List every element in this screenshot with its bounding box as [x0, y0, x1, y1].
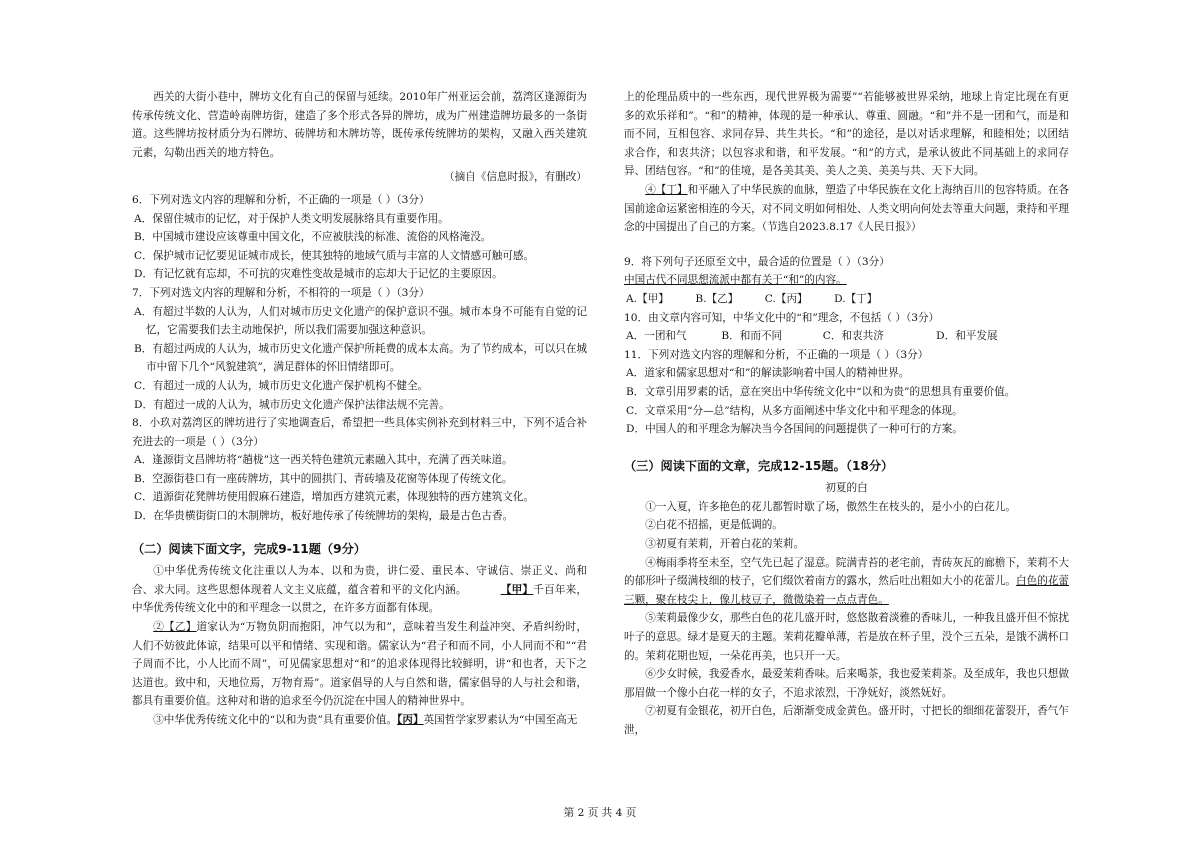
option-a: A．一团和气	[626, 330, 687, 343]
option-c: C．文章采用“分—总”结构，从多方面阐述中华文化中和平理念的体现。	[626, 404, 963, 417]
question-9	[624, 253, 1069, 309]
option-d: D．有超过一成的人认为，城市历史文化遗产保护法律法规不完善。	[134, 398, 450, 411]
paragraph-text: ③中华优秀传统文化中的“以和为贵”具有重要价值。	[153, 714, 398, 726]
blank-marker-jia: 【甲】	[500, 583, 534, 596]
passage-paragraph: 西关的大街小巷中，牌坊文化有自己的保留与延续。2010年广州亚运会前，荔湾区逢源街为传承传统文化、营造岭南牌坊街，建造了多个形式各异的牌坊，成为广州建造牌坊最多的一条街道。这些牌坊按材质分为石牌坊、砖牌坊和木牌坊等，既传承传统牌坊的架构，又融入西关建筑元素，勾勒出西关的地方特色。	[132, 91, 587, 159]
question-7	[132, 284, 587, 414]
essay-paragraph-6: ⑥少女时候，我爱香水，最爱茉莉香味。后来喝茶，我也爱茉莉茶。及至成年，我也只想做那眉做一个像小白花一样的女子，不追求浓烈，干净妩好，淡然妩好。	[624, 668, 1069, 699]
option-b: B．文章引用罗素的话，意在突出中华传统文化中“以和为贵”的思想具有重要价值。	[626, 385, 1016, 398]
question-stem: 11．下列对选文内容的理解和分析，不正确的一项是（ ）（3分）	[624, 348, 929, 361]
passage-paragraph-4	[624, 181, 1069, 237]
option-b: B．有超过两成的人认为，城市历史文化遗产保护所耗费的成本太高。为了节约成本，可以只在城市中留下几个“风貌建筑”，满足群体的怀旧情绪即可。	[134, 342, 587, 374]
passage-paragraph-1	[132, 562, 587, 618]
question-8	[132, 414, 587, 526]
option-b: B.【乙】	[695, 292, 739, 305]
essay-title: 初夏的白	[825, 482, 868, 495]
option-a: A．有超过半数的人认为，人们对城市历史文化遗产的保护意识不强。城市本身不可能有自觉的记忆，它需要我们去主动地保护，所以我们需要加强这种意识。	[134, 305, 587, 337]
essay-paragraph-1: ①一入夏，许多艳色的花儿都暂时歇了场，傲然生在枝头的，是小小的白花儿。	[645, 500, 1016, 513]
question-11	[624, 346, 1069, 439]
essay-paragraph-2: ②白花不招摇，更是低调的。	[645, 519, 783, 532]
question-stem: 8．小玖对荔湾区的牌坊进行了实地调查后，希望把一些具体实例补充到材料三中，下列不适合补充进去的一项是（ ）（3分）	[132, 417, 587, 448]
blank-marker-ding: ④【丁】	[645, 183, 688, 196]
section-3-heading: （三）阅读下面的文章，完成12-15题。（18分）	[624, 458, 894, 473]
option-d: D．和平发展	[936, 330, 998, 343]
option-d: D.【丁】	[834, 292, 878, 305]
question-stem: 7．下列对选文内容的理解和分析，不相符的一项是（ ）（3分）	[132, 286, 430, 299]
question-stem: 10．由文章内容可知，中华文化中的“和”理念，不包括（ ）（3分）	[624, 311, 940, 324]
question-10	[624, 309, 1069, 346]
section-2-heading: （二）阅读下面文字，完成9-11题（9分）	[132, 541, 366, 556]
option-a: A.【甲】	[626, 292, 669, 305]
left-column	[132, 88, 587, 730]
passage-continuation: 上的伦理品质中的一些东西，现代世界极为需要”“若能够被世界采纳，地球上肯定比现在有更多的欢乐祥和”。“和”的精神，体现的是一种承认、尊重、圆融。“和”并不是一团和气，而是和而不同，互相包容、求同存异、共生共长。“和”的途径，是以对话求理解，和睦相处；以团结求合作，和衷共济；以包容求和谐，和平发展。“和”的方式，是承认彼此不同基础上的求同存异、团结包容。“和”的佳境，是各美其美、美人之美、美美与共、天下大同。	[624, 91, 1069, 178]
page-number: 第 2 页 共 4 页	[563, 807, 637, 819]
option-c: C．保护城市记忆要见证城市成长，使其独特的地域气质与丰富的人文情感可触可感。	[134, 249, 535, 262]
option-b: B．空源街巷口有一座砖牌坊，其中的圆拱门、青砖墙及花窗等体现了传统文化。	[134, 472, 513, 485]
option-b: B．和而不同	[721, 330, 783, 343]
options-row	[624, 290, 1069, 309]
passage-paragraph-2	[132, 618, 587, 711]
question-stem: 6．下列对选文内容的理解和分析，不正确的一项是（ ）（3分）	[132, 193, 430, 206]
paragraph-text: ④梅雨季将至未至，空气先已起了湿意。院满青苔的老宅前，青砖灰瓦的廊檐下，茉莉不大的郁形叶子缀满枝细的枝子，它们缀饮着南方的露水，然后吐出粗如大小的花蕾儿。	[624, 556, 1069, 588]
option-a: A．保留住城市的记忆，对于保护人类文明发展脉络具有重要作用。	[134, 212, 449, 225]
option-a: A．道家和儒家思想对“和”的解读影响着中国人的精神世界。	[626, 367, 910, 380]
paragraph-text: ①中华优秀传统文化注重以人为本、以和为贵，讲仁爱、重民本、守诚信、崇正义、尚和合、求大同。这些思想体现着人文主义底蕴，蕴含着和平的文化内涵。	[132, 565, 587, 596]
options-row	[624, 327, 1069, 346]
source-citation: （摘自《信息时报》，有删改）	[443, 171, 587, 184]
right-column	[624, 88, 1069, 740]
essay-paragraph-5: ⑤茉莉最像少女，那些白色的花儿盛开时，悠悠散着淡雅的香味儿，一种我且盛开但不惊扰叶子的意思。绿才是夏天的主题。茉莉花瓣单薄，若是放在杯子里，没个三五朵，是饿不满杯口的。茉莉花期也短，一朵花再美，也只开一天。	[624, 612, 1069, 662]
question-6	[132, 191, 587, 284]
passage-paragraph-3	[132, 711, 587, 730]
paragraph-text: 道家认为“万物负阴而抱阳，冲气以为和”，意味着当发生利益冲突、矛盾纠纷时，人们不妨彼此体谅，结果可以平和情绪、实现和谐。儒家认为“君子和而不同，小人同而不和”“君子周而不比，小人比而不周”，可见儒家思想对“和”的追求体现得比较鲜明，讲“和也者，天下之达道也。致中和，天地位焉，万物育焉”。道家倡导的人与自然和谐，儒家倡导的人与社会和谐，都具有重要价值。这种对和谐的追求至今仍沉淀在中国人的精神世界中。	[132, 621, 587, 708]
option-c: C．有超过一成的人认为，城市历史文化遗产保护机构不健全。	[134, 379, 429, 392]
option-d: D．有记忆就有忘却，不可抗的灾难性变故是城市的忘却大于记忆的主要原因。	[134, 268, 503, 281]
option-b: B．中国城市建设应该尊重中国文化，不应被肤浅的标准、流俗的风格淹没。	[134, 231, 492, 244]
underlined-sentence: 白色的花蕾三颗，聚在枝尖上，像儿枝豆子，微微染着一点点青色。	[624, 575, 1070, 606]
option-c: C．和衷共济	[822, 330, 884, 343]
option-a: A．逢源街文昌牌坊将“趟栊”这一西关特色建筑元素融入其中，充满了西关味道。	[134, 454, 513, 467]
blank-marker-bing: 【丙】	[397, 714, 424, 726]
paragraph-text: 英国哲学家罗素认为“中国至高无	[423, 714, 578, 726]
question-stem: 9．将下列句子还原至文中，最合适的位置是（ ）（3分）	[624, 255, 890, 268]
blank-marker-yi: ②【乙】	[153, 621, 197, 634]
essay-paragraph-3: ③初夏有茉莉，开着白花的茉莉。	[645, 538, 805, 551]
question-sentence: 中国古代不同思想流派中都有关于“和”的内容。	[624, 274, 847, 287]
essay-paragraph-4	[624, 554, 1069, 610]
option-c: C.【丙】	[764, 292, 808, 305]
paragraph-text: 千百年来，中华优秀传统文化中的和平理念一以贯之，在许多方面都有体现。	[132, 583, 588, 615]
essay-paragraph-7: ⑦初夏有金银花，初开白色，后渐渐变成金黄色。盛开时，寸把长的细细花蕾裂开，香气乍泄，	[624, 705, 1069, 736]
option-d: D．在华贵横街街口的木制牌坊，板好地传承了传统牌坊的架构，最是古色古香。	[134, 510, 514, 523]
option-c: C．逍源街花凳牌坊使用假麻石建造，增加西方建筑元素，体现独特的西方建筑文化。	[134, 491, 535, 504]
paragraph-text: 和平融入了中华民族的血脉，塑造了中华民族在文化上海纳百川的包容特质。在各国前途命运紧密相连的今天，对不同文明如何相处、人类文明向何处去等重大问题，秉持和平理念的中国提出了自己的方案。（节选自2023.8.17《人民日报》）	[624, 183, 1070, 234]
option-d: D．中国人的和平理念为解决当今各国间的问题提供了一种可行的方案。	[626, 423, 963, 436]
